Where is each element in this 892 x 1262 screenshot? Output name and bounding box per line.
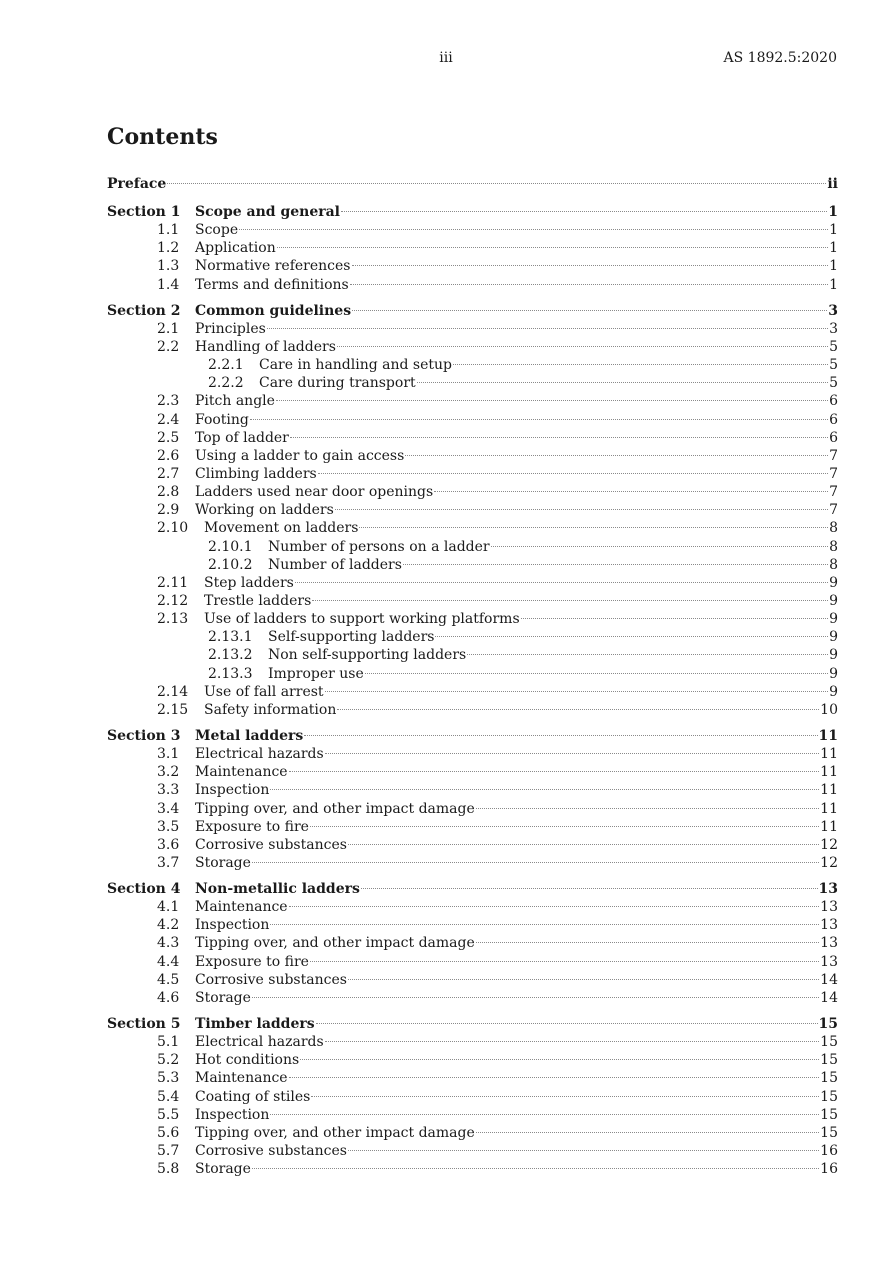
- toc-entry-title: Climbing ladders: [195, 465, 317, 482]
- dot-leader: [337, 346, 828, 347]
- toc-entry-title: Electrical hazards: [195, 1034, 324, 1051]
- toc-entry-page: 11: [820, 746, 838, 763]
- toc-entry[interactable]: [107, 1142, 838, 1160]
- toc-section-title: Metal ladders: [195, 727, 304, 744]
- dot-leader: [453, 364, 828, 365]
- toc-entry-number: 2.7: [157, 465, 180, 482]
- toc-section-page: 13: [818, 881, 838, 898]
- toc-section-number: Section 3: [107, 727, 181, 744]
- dot-leader: [289, 1077, 820, 1078]
- toc-entry[interactable]: [107, 257, 838, 275]
- toc-entry-title: Maintenance: [195, 764, 288, 781]
- toc-section-page: 3: [828, 302, 838, 319]
- toc-entry-number: 2.5: [157, 429, 180, 446]
- toc-entry-page: 9: [829, 574, 838, 591]
- toc-entry-page: 6: [829, 393, 838, 410]
- toc-entry-page: 1: [829, 222, 838, 239]
- toc-entry-title: Using a ladder to gain access: [195, 447, 405, 464]
- toc-entry-title: Number of ladders: [268, 556, 402, 573]
- toc-entry-page: 12: [820, 854, 838, 871]
- dot-leader: [304, 735, 817, 736]
- toc-section-title: Common guidelines: [195, 302, 352, 319]
- toc-entry-title: Electrical hazards: [195, 746, 324, 763]
- dot-leader: [270, 924, 819, 925]
- toc-entry-page: 9: [829, 592, 838, 609]
- toc-entry-number: 3.7: [157, 854, 180, 871]
- toc-entry-page: 8: [829, 556, 838, 573]
- toc-entry-page: 7: [829, 502, 838, 519]
- toc-entry[interactable]: [107, 556, 838, 574]
- toc-entry-title: Working on ladders: [195, 502, 334, 519]
- toc-entry-title: Tipping over, and other impact damage: [195, 935, 475, 952]
- dot-leader: [403, 564, 828, 565]
- toc-entry[interactable]: [107, 781, 838, 799]
- toc-entry-number: 5.3: [157, 1070, 180, 1087]
- toc-entry-title: Preface: [107, 176, 167, 192]
- toc-section-page: 1: [828, 204, 838, 220]
- dot-leader: [405, 455, 828, 456]
- toc-entry-page: 15: [820, 1088, 838, 1105]
- dot-leader: [312, 600, 828, 601]
- toc-entry-number: 3.3: [157, 782, 180, 799]
- dot-leader: [476, 942, 819, 943]
- dot-leader: [335, 509, 828, 510]
- toc-entry-page: 1: [829, 276, 838, 293]
- toc-entry[interactable]: [107, 818, 838, 836]
- dot-leader: [239, 229, 828, 230]
- dot-leader: [417, 382, 828, 383]
- toc-entry[interactable]: [107, 763, 838, 781]
- toc-entry-title: Corrosive substances: [195, 836, 347, 853]
- toc-entry[interactable]: [107, 276, 838, 294]
- toc-entry[interactable]: [107, 338, 838, 356]
- toc-entry-page: 5: [829, 375, 838, 392]
- toc-entry-title: Inspection: [195, 1106, 270, 1123]
- toc-entry-title: Principles: [195, 320, 266, 337]
- dot-leader: [359, 527, 828, 528]
- toc-entry-number: 3.6: [157, 836, 180, 853]
- dot-leader: [295, 582, 828, 583]
- dot-leader: [252, 862, 819, 863]
- dot-leader: [476, 1132, 819, 1133]
- toc-entry-page: 7: [829, 484, 838, 501]
- toc-entry[interactable]: [107, 916, 838, 934]
- toc-entry[interactable]: [107, 1088, 838, 1106]
- toc-entry-page: 15: [820, 1034, 838, 1051]
- toc-entry-page: 11: [820, 782, 838, 799]
- toc-entry-page: 3: [829, 320, 838, 337]
- toc-entry-number: 4.3: [157, 935, 180, 952]
- toc-entry-title: Exposure to fire: [195, 818, 309, 835]
- toc-entry-title: Coating of stiles: [195, 1088, 311, 1105]
- toc-entry-page: 8: [829, 538, 838, 555]
- toc-entry-page: 9: [829, 647, 838, 664]
- toc-entry-title: Corrosive substances: [195, 971, 347, 988]
- toc-entry-number: 5.6: [157, 1124, 180, 1141]
- page-title: Contents: [107, 124, 218, 150]
- toc-entry-number: 5.8: [157, 1161, 180, 1178]
- dot-leader: [521, 618, 828, 619]
- toc-entry-page: 15: [820, 1052, 838, 1069]
- toc-entry-page: 1: [829, 258, 838, 275]
- dot-leader: [270, 1114, 819, 1115]
- header-page-number: iii: [439, 50, 453, 66]
- toc-entry-number: 2.14: [157, 683, 189, 700]
- toc-entry[interactable]: [107, 934, 838, 952]
- toc-entry-number: 2.10: [157, 520, 189, 537]
- toc-entry[interactable]: [107, 1033, 838, 1051]
- toc-entry-title: Maintenance: [195, 899, 288, 916]
- toc-entry-number: 2.15: [157, 701, 189, 718]
- toc-entry-page: 16: [820, 1143, 838, 1160]
- toc-entry-title: Non self-supporting ladders: [268, 647, 467, 664]
- toc-entry[interactable]: [107, 320, 838, 338]
- toc-entry-title: Storage: [195, 854, 251, 871]
- toc-entry-number: 1.3: [157, 258, 180, 275]
- toc-entry-page: 9: [829, 665, 838, 682]
- toc-section-title: Non-metallic ladders: [195, 881, 360, 898]
- toc-entry-page: 9: [829, 611, 838, 628]
- toc-entry-number: 5.5: [157, 1106, 180, 1123]
- toc-entry-page: 13: [820, 917, 838, 934]
- dot-leader: [310, 961, 819, 962]
- toc-entry-number: 2.12: [157, 592, 189, 609]
- toc-entry-number: 5.4: [157, 1088, 180, 1105]
- toc-entry-page: 11: [820, 818, 838, 835]
- toc-entry-title: Inspection: [195, 782, 270, 799]
- toc-entry-number: 2.10.2: [208, 556, 253, 573]
- toc-entry[interactable]: [107, 519, 838, 537]
- toc-entry-number: 5.7: [157, 1143, 180, 1160]
- toc-entry-page: 5: [829, 357, 838, 374]
- toc-entry-page: 10: [820, 701, 838, 718]
- toc-entry-title: Self-supporting ladders: [268, 629, 435, 646]
- toc-entry[interactable]: [107, 221, 838, 239]
- toc-entry-page: 5: [829, 338, 838, 355]
- toc-entry-number: 2.1: [157, 320, 180, 337]
- dot-leader: [310, 826, 819, 827]
- toc-entry[interactable]: [107, 610, 838, 628]
- toc-entry-number: 4.6: [157, 989, 180, 1006]
- toc-entry-page: 8: [829, 520, 838, 537]
- toc-entry-number: 2.4: [157, 411, 180, 428]
- toc-entry-number: 2.2: [157, 338, 180, 355]
- toc-section-number: Section 1: [107, 204, 181, 220]
- toc-section-page: 15: [818, 1016, 838, 1033]
- toc-entry-title: Normative references: [195, 258, 351, 275]
- toc-entry[interactable]: [107, 800, 838, 818]
- toc-section-entry[interactable]: [107, 880, 838, 898]
- dot-leader: [348, 844, 819, 845]
- toc-entry-title: Care during transport: [259, 375, 416, 392]
- toc-entry-number: 2.2.2: [208, 375, 244, 392]
- toc-entry-title: Use of fall arrest: [204, 683, 324, 700]
- toc-entry-page: 11: [820, 764, 838, 781]
- dot-leader: [491, 546, 828, 547]
- toc-entry[interactable]: [107, 1051, 838, 1069]
- toc-section-entry[interactable]: [107, 727, 838, 745]
- toc-entry-page: 13: [820, 899, 838, 916]
- toc-entry[interactable]: [107, 465, 838, 483]
- toc-entry-title: Terms and definitions: [195, 276, 349, 293]
- toc-entry[interactable]: [107, 592, 838, 610]
- toc-section-number: Section 2: [107, 302, 181, 319]
- toc-section-entry[interactable]: [107, 203, 838, 221]
- toc-entry[interactable]: [107, 1124, 838, 1142]
- toc-entry[interactable]: [107, 374, 838, 392]
- toc-entry-title: Movement on ladders: [204, 520, 359, 537]
- dot-leader: [290, 437, 828, 438]
- toc-entry-page: 7: [829, 465, 838, 482]
- toc-entry[interactable]: [107, 628, 838, 646]
- dot-leader: [252, 997, 819, 998]
- dot-leader: [318, 473, 828, 474]
- toc-entry-page: 15: [820, 1124, 838, 1141]
- toc-entry[interactable]: [107, 574, 838, 592]
- toc-entry-title: Handling of ladders: [195, 338, 336, 355]
- toc-entry[interactable]: [107, 683, 838, 701]
- toc-section-page: 11: [818, 727, 838, 744]
- toc-entry[interactable]: [107, 854, 838, 872]
- toc-entry-title: Exposure to fire: [195, 953, 309, 970]
- dot-leader: [435, 636, 828, 637]
- toc-section-entry[interactable]: [107, 1015, 838, 1033]
- toc-entry[interactable]: [107, 701, 838, 719]
- toc-entry[interactable]: [107, 429, 838, 447]
- toc-entry-page: 1: [829, 240, 838, 257]
- toc-section-number: Section 5: [107, 1016, 181, 1033]
- dot-leader: [337, 709, 819, 710]
- dot-leader: [277, 247, 828, 248]
- toc-entry[interactable]: [107, 971, 838, 989]
- dot-leader: [341, 211, 827, 212]
- toc-entry-title: Storage: [195, 989, 251, 1006]
- dot-leader: [276, 400, 828, 401]
- dot-leader: [311, 1096, 819, 1097]
- header-standard-id: AS 1892.5:2020: [723, 50, 837, 66]
- toc-section-entry[interactable]: [107, 302, 838, 320]
- toc-entry-number: 3.4: [157, 800, 180, 817]
- toc-section-title: Scope and general: [195, 204, 341, 220]
- toc-entry-title: Care in handling and setup: [259, 357, 453, 374]
- toc-entry-title: Tipping over, and other impact damage: [195, 800, 475, 817]
- toc-preface-entry[interactable]: [107, 174, 838, 195]
- dot-leader: [325, 753, 820, 754]
- toc-entry[interactable]: [107, 447, 838, 465]
- toc-entry-number: 2.9: [157, 502, 180, 519]
- toc-entry-number: 2.6: [157, 447, 180, 464]
- toc-entry[interactable]: [107, 836, 838, 854]
- toc-entry-title: Scope: [195, 222, 239, 239]
- toc-entry-title: Number of persons on a ladder: [268, 538, 490, 555]
- toc-entry-page: 6: [829, 411, 838, 428]
- toc-entry-page: ii: [827, 176, 838, 192]
- toc-entry-number: 2.13.2: [208, 647, 253, 664]
- toc-entry-page: 14: [820, 971, 838, 988]
- toc-entry-number: 2.3: [157, 393, 180, 410]
- toc-entry[interactable]: [107, 356, 838, 374]
- toc-entry-number: 5.2: [157, 1052, 180, 1069]
- dot-leader: [348, 979, 819, 980]
- toc-entry-number: 2.10.1: [208, 538, 253, 555]
- toc-entry[interactable]: [107, 646, 838, 664]
- toc-entry-title: Use of ladders to support working platforms: [204, 611, 520, 628]
- toc-entry-number: 3.2: [157, 764, 180, 781]
- toc-entry[interactable]: [107, 411, 838, 429]
- toc-entry[interactable]: [107, 239, 838, 257]
- table-of-contents: [107, 174, 838, 1178]
- toc-entry[interactable]: [107, 1069, 838, 1087]
- toc-entry-title: Footing: [195, 411, 249, 428]
- dot-leader: [270, 789, 819, 790]
- toc-entry-number: 2.8: [157, 484, 180, 501]
- toc-entry[interactable]: [107, 1106, 838, 1124]
- toc-entry-title: Safety information: [204, 701, 337, 718]
- toc-entry-number: 2.2.1: [208, 357, 244, 374]
- dot-leader: [267, 328, 828, 329]
- toc-entry-page: 13: [820, 935, 838, 952]
- dot-leader: [167, 183, 826, 184]
- dot-leader: [300, 1059, 819, 1060]
- dot-leader: [289, 906, 820, 907]
- toc-entry-page: 14: [820, 989, 838, 1006]
- dot-leader: [348, 1150, 819, 1151]
- toc-section-number: Section 4: [107, 881, 181, 898]
- toc-entry-page: 15: [820, 1106, 838, 1123]
- toc-entry-title: Corrosive substances: [195, 1143, 347, 1160]
- toc-entry-title: Improper use: [268, 665, 364, 682]
- toc-entry-title: Ladders used near door openings: [195, 484, 434, 501]
- toc-entry-title: Trestle ladders: [204, 592, 312, 609]
- toc-entry-number: 1.2: [157, 240, 180, 257]
- toc-entry-title: Step ladders: [204, 574, 294, 591]
- toc-entry-page: 16: [820, 1161, 838, 1178]
- toc-entry-number: 5.1: [157, 1034, 180, 1051]
- toc-entry[interactable]: [107, 392, 838, 410]
- toc-entry-number: 4.2: [157, 917, 180, 934]
- toc-entry-page: 11: [820, 800, 838, 817]
- toc-entry-title: Hot conditions: [195, 1052, 300, 1069]
- dot-leader: [325, 1041, 820, 1042]
- toc-entry[interactable]: [107, 483, 838, 501]
- toc-entry[interactable]: [107, 989, 838, 1007]
- dot-leader: [289, 771, 820, 772]
- toc-entry[interactable]: [107, 1160, 838, 1178]
- toc-entry-title: Pitch angle: [195, 393, 275, 410]
- toc-entry-page: 15: [820, 1070, 838, 1087]
- toc-entry-page: 13: [820, 953, 838, 970]
- toc-entry[interactable]: [107, 665, 838, 683]
- dot-leader: [476, 808, 819, 809]
- toc-entry-number: 4.1: [157, 899, 180, 916]
- toc-entry-number: 4.4: [157, 953, 180, 970]
- toc-entry-number: 2.13.3: [208, 665, 253, 682]
- dot-leader: [352, 265, 829, 266]
- toc-entry-number: 2.11: [157, 574, 189, 591]
- toc-section-title: Timber ladders: [195, 1016, 315, 1033]
- toc-entry-page: 6: [829, 429, 838, 446]
- toc-entry[interactable]: [107, 501, 838, 519]
- dot-leader: [350, 284, 828, 285]
- toc-entry-number: 2.13: [157, 611, 189, 628]
- dot-leader: [316, 1023, 818, 1024]
- dot-leader: [325, 691, 829, 692]
- toc-entry-page: 12: [820, 836, 838, 853]
- toc-entry-title: Storage: [195, 1161, 251, 1178]
- dot-leader: [361, 888, 818, 889]
- toc-entry-title: Tipping over, and other impact damage: [195, 1124, 475, 1141]
- dot-leader: [434, 491, 828, 492]
- dot-leader: [352, 310, 827, 311]
- dot-leader: [250, 419, 828, 420]
- toc-entry-title: Maintenance: [195, 1070, 288, 1087]
- dot-leader: [467, 654, 828, 655]
- toc-entry[interactable]: [107, 898, 838, 916]
- toc-entry-number: 2.13.1: [208, 629, 253, 646]
- toc-entry-page: 7: [829, 447, 838, 464]
- dot-leader: [252, 1168, 819, 1169]
- toc-entry-page: 9: [829, 683, 838, 700]
- toc-entry-number: 3.5: [157, 818, 180, 835]
- toc-entry[interactable]: [107, 745, 838, 763]
- toc-entry-title: Top of ladder: [195, 429, 289, 446]
- toc-entry-number: 4.5: [157, 971, 180, 988]
- dot-leader: [365, 673, 828, 674]
- toc-entry[interactable]: [107, 953, 838, 971]
- toc-entry-title: Inspection: [195, 917, 270, 934]
- toc-entry-page: 9: [829, 629, 838, 646]
- toc-entry[interactable]: [107, 538, 838, 556]
- toc-entry-title: Application: [195, 240, 276, 257]
- toc-entry-number: 1.1: [157, 222, 180, 239]
- toc-entry-number: 3.1: [157, 746, 180, 763]
- toc-entry-number: 1.4: [157, 276, 180, 293]
